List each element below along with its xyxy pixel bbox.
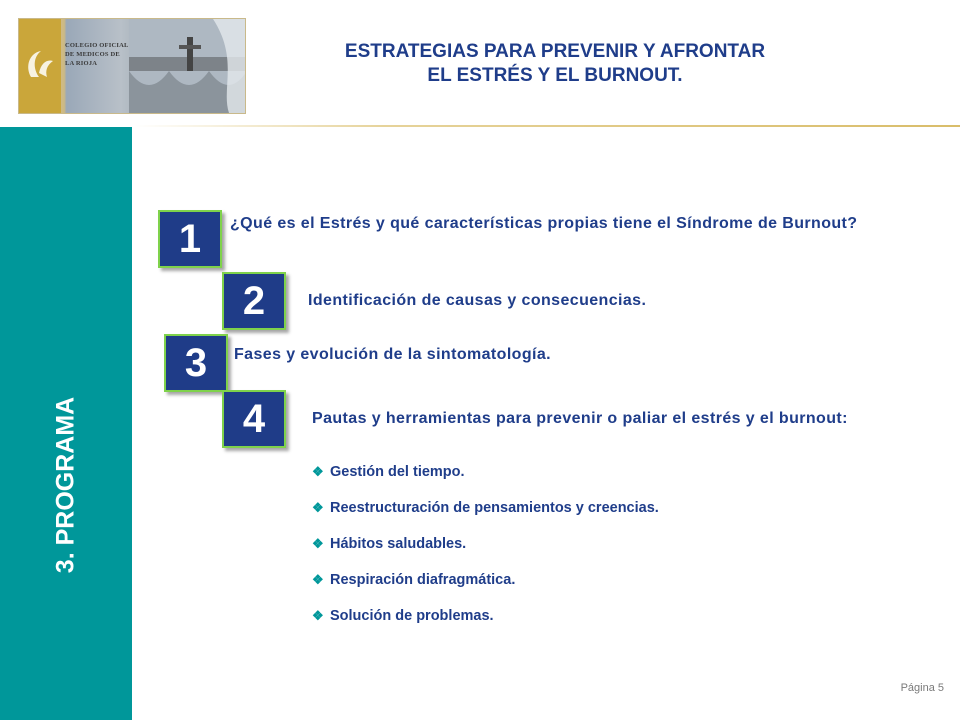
logo-text (65, 41, 129, 68)
diamond-bullet-icon: ❖ (312, 536, 324, 551)
section-title: 3. PROGRAMA (51, 396, 80, 574)
header-title-line-1: ESTRATEGIAS PARA PREVENIR Y AFRONTAR (344, 41, 766, 62)
logo-text-line: DE MEDICOS DE (65, 51, 120, 58)
diamond-bullet-icon: ❖ (312, 500, 324, 515)
item-text-2: Identificación de causas y consecuencias. (308, 292, 647, 309)
item-text-1: ¿Qué es el Estrés y qué características propias tiene el Síndrome de Burnout? (230, 215, 858, 232)
diamond-bullet-icon: ❖ (312, 608, 324, 623)
number-box-3: 3 (164, 334, 228, 392)
sidebar (0, 127, 132, 720)
list-item (312, 462, 659, 498)
logo-emblem (19, 19, 61, 113)
list-item (312, 570, 659, 606)
logo (18, 18, 246, 114)
logo-text-line: COLEGIO OFICIAL (65, 42, 129, 49)
list-item (312, 606, 659, 642)
item-text-4: Pautas y herramientas para prevenir o paliar el estrés y el burnout: (312, 410, 848, 427)
diamond-bullet-icon: ❖ (312, 464, 324, 479)
header-title (290, 40, 820, 88)
list-item-label: Hábitos saludables. (330, 536, 467, 552)
page-number: Página 5 (900, 682, 944, 694)
list-item-label: Solución de problemas. (330, 608, 494, 624)
number-box-1: 1 (158, 210, 222, 268)
list-item (312, 534, 659, 570)
item-text-3: Fases y evolución de la sintomatología. (234, 346, 552, 363)
sub-list (312, 462, 659, 642)
header-divider (0, 125, 960, 127)
bridge-image (129, 19, 246, 113)
number-box-2: 2 (222, 272, 286, 330)
list-item (312, 498, 659, 534)
list-item-label: Gestión del tiempo. (330, 464, 465, 480)
header-title-line-2: EL ESTRÉS Y EL BURNOUT. (427, 65, 683, 86)
number-box-4: 4 (222, 390, 286, 448)
list-item-label: Reestructuración de pensamientos y creencias. (330, 500, 659, 516)
list-item-label: Respiración diafragmática. (330, 572, 516, 588)
logo-text-line: LA RIOJA (65, 60, 98, 67)
logo-mark-icon (23, 47, 57, 83)
diamond-bullet-icon: ❖ (312, 572, 324, 587)
